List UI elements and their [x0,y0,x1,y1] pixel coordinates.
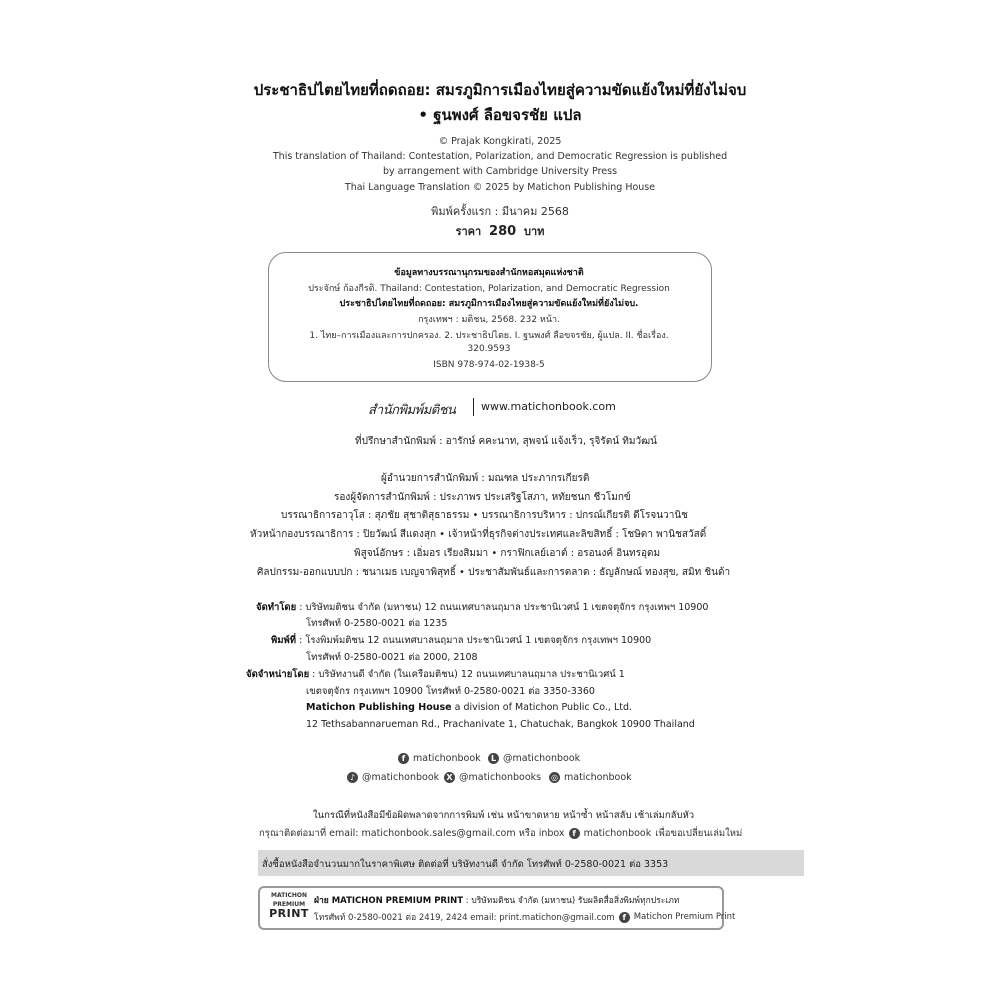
social-facebook[interactable] [398,753,481,764]
staff-art: ศิลปกรรม-ออกแบบปก : ชนาเมธ เบญจาพิสุทธิ์ • ประชาสัมพันธ์และการตลาด : ธัญลักษณ์ ทองสุข, สมิท ชินด้า [257,567,731,578]
catalog-line-3: กรุงเทพฯ : มติชน, 2568. 232 หน้า. [418,315,560,325]
thai-translation-copyright: Thai Language Translation © 2025 by Matichon Publishing House [344,182,656,193]
distributor [246,667,625,682]
staff-advisors: ที่ปรึกษาสำนักพิมพ์ : อารักษ์ คคะนาท, สุพจน์ แจ้งเร็ว, รุจิรัตน์ ทิมวัฒน์ [355,436,657,447]
staff-heads: หัวหน้ากองบรรณาธิการ : ปิยวัฒน์ สีแดงสุก • เจ้าหน้าที่ธุรกิจต่างประเทศและลิขสิทธิ์ : โชษิตา พานิชสวัสดิ์ [250,529,707,540]
tiktok-icon: ♪ [347,772,358,783]
catalog-heading: ข้อมูลทางบรรณานุกรมของสำนักหอสมุดแห่งชาติ [394,268,584,278]
social-tiktok[interactable] [347,772,439,783]
tiktok-handle: @matichonbook [362,772,440,783]
catalog-line-2: ประชาธิปไตยไทยที่ถดถอย: สมรภูมิการเมืองไทยสู่ความขัดแย้งใหม่ที่ยังไม่จบ. [339,299,639,309]
price-unit: บาท [524,225,545,238]
premium-print-logo-bottom: PRINT [269,907,309,920]
distributor-label: จัดจำหน่ายโดย [246,669,310,680]
premium-print-logo [266,891,312,918]
premium-print-dept: ฝ่าย MATICHON PREMIUM PRINT [314,896,464,906]
defect-notice-2 [259,826,742,841]
x-handle: @matichonbooks [459,772,542,783]
distributor-text: : บริษัทงานดี จำกัด (ในเครือมติชน) 12 ถนนเทศบาลนฤมาล ประชานิเวศน์ 1 [312,669,625,680]
catalog-isbn: ISBN 978-974-02-1938-5 [433,360,545,370]
catalog-line-5: 320.9593 [467,344,511,354]
publisher-logo: สำนักพิมพ์มติชน [368,403,456,418]
line-handle: @matichonbook [503,753,581,764]
copyright: © Prajak Kongkirati, 2025 [438,136,562,147]
price-label: ราคา [455,225,482,238]
defect-notice-inbox: matichonbook [583,828,652,839]
made-by-phone: โทรศัพท์ 0-2580-0021 ต่อ 1235 [306,618,448,629]
defect-notice-end: เพื่อขอเปลี่ยนเล่มใหม่ [655,828,743,839]
price [0,222,1000,240]
translator-line: • ฐนพงศ์ ลือขจรชัย แปล [418,106,582,124]
premium-print-line-1 [314,893,679,907]
printed-at-label: พิมพ์ที่ [271,635,297,646]
facebook-handle: matichonbook [413,753,481,764]
x-icon: X [444,772,455,783]
catalog-line-4: 1. ไทย–การเมืองและการปกครอง. 2. ประชาธิปไตย. I. ฐนพงศ์ ลือขจรชัย, ผู้แปล. II. ชื่อเรื่อง. [309,331,669,341]
first-print: พิมพ์ครั้งแรก : มีนาคม 2568 [431,205,569,218]
printed-at-text: : โรงพิมพ์มติชน 12 ถนนเทศบาลนฤมาล ประชานิเวศน์ 1 เขตจตุจักร กรุงเทพฯ 10900 [299,635,652,646]
matichon-publishing-house [306,702,632,713]
instagram-handle: matichonbook [564,772,632,783]
staff-deputy: รองผู้จัดการสำนักพิมพ์ : ประภาพร ประเสริฐโสภา, หทัยชนก ชีวโมกข์ [334,492,631,503]
made-by-label: จัดทำโดย [256,602,297,613]
made-by [256,600,708,615]
printed-at [271,633,651,648]
social-instagram[interactable] [549,772,632,783]
logo-divider [473,398,474,416]
premium-print-facebook: Matichon Premium Print [633,912,736,922]
facebook-icon: f [569,828,580,839]
premium-print-desc: : บริษัทมติชน จำกัด (มหาชน) รับผลิตสื่อสิ่งพิมพ์ทุกประเภท [463,896,680,906]
price-value: 280 [489,224,517,239]
premium-print-logo-mid: PREMIUM [272,901,306,908]
premium-print-line-2 [314,910,735,924]
premium-print-contact: โทรศัพท์ 0-2580-0021 ต่อ 2419, 2424 email: print.matichon@gmail.com [314,913,615,923]
defect-notice-email: กรุณาติดต่อมาที่ email: matichonbook.sales@gmail.com หรือ inbox [259,828,565,839]
printed-at-phone: โทรศัพท์ 0-2580-0021 ต่อ 2000, 2108 [306,652,478,663]
translation-notice-2: by arrangement with Cambridge University Press [382,166,618,177]
staff-proof: พิสูจน์อักษร : เอิ่มอร เรียงสิมมา • กราฟิกเลย์เอาต์ : อรอนงค์ อินทรอุดม [354,548,661,559]
defect-notice-1: ในกรณีที่หนังสือมีข้อผิดพลาดจากการพิมพ์ เช่น หน้าขาดหาย หน้าซ้ำ หน้าสลับ เช้าเล่มกลับหัว [313,810,695,821]
distributor-line-2: เขตจตุจักร กรุงเทพฯ 10900 โทรศัพท์ 0-2580-0021 ต่อ 3350-3360 [306,686,595,697]
translation-notice-1: This translation of Thailand: Contestation, Polarization, and Democratic Regression is published [272,151,728,162]
social-line[interactable] [488,753,580,764]
publisher-website[interactable]: www.matichonbook.com [481,400,616,413]
made-by-text: : บริษัทมติชน จำกัด (มหาชน) 12 ถนนเทศบาลนฤมาล ประชานิเวศน์ 1 เขตจตุจักร กรุงเทพฯ 10900 [299,602,709,613]
instagram-icon: ◎ [549,772,560,783]
book-title: ประชาธิปไตยไทยที่ถดถอย: สมรภูมิการเมืองไทยสู่ความขัดแย้งใหม่ที่ยังไม่จบ [253,81,747,99]
facebook-icon: f [398,753,409,764]
staff-director: ผู้อำนวยการสำนักพิมพ์ : มณฑล ประภากรเกียรติ [381,473,590,484]
bulk-order-text: สั่งซื้อหนังสือจำนวนมากในราคาพิเศษ ติดต่อที่ บริษัทงานดี จำกัด โทรศัพท์ 0-2580-0021 ต่อ 3353 [262,859,669,870]
mph-address: 12 Tethsabannarueman Rd., Prachanivate 1, Chatuchak, Bangkok 10900 Thailand [306,719,695,730]
line-icon: L [488,753,499,764]
mph-name: Matichon Publishing House [306,702,452,713]
staff-editors: บรรณาธิการอาวุโส : สุภชัย สุชาติสุธาธรรม • บรรณาธิการบริหาร : ปกรณ์เกียรติ ดีโรจนวานิช [281,510,688,521]
catalog-line-1: ประจักษ์ ก้องกีรติ. Thailand: Contestation, Polarization, and Democratic Regression [308,284,670,294]
facebook-icon: f [619,912,630,923]
mph-division: a division of Matichon Public Co., Ltd. [451,702,633,713]
social-x[interactable] [444,772,541,783]
premium-print-logo-top: MATICHON [270,892,308,899]
